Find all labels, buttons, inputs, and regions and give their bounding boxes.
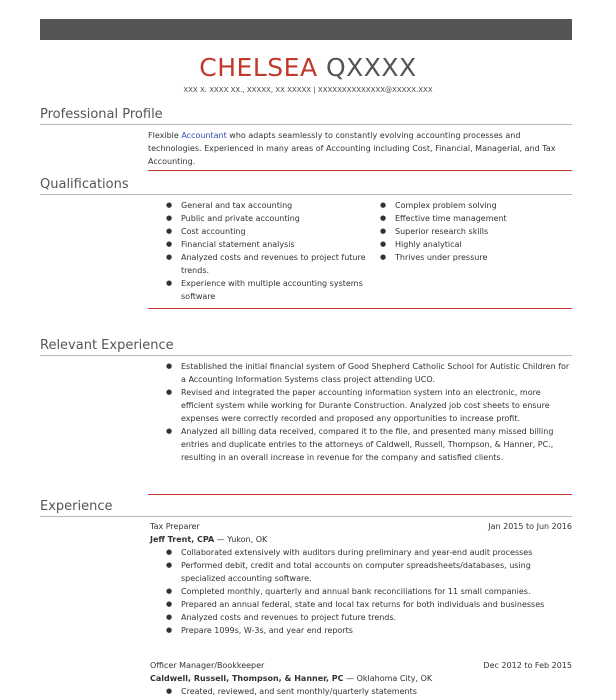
- job-location: Yukon, OK: [227, 535, 268, 544]
- section-title-relevant-experience: Relevant Experience: [40, 338, 174, 353]
- job-title: Officer Manager/Bookkeeper: [150, 661, 265, 670]
- list-item: ● Prepared an annual federal, state and local tax returns for both individuals and businesses: [164, 598, 572, 611]
- separator: —: [214, 535, 228, 544]
- job-company-line: [148, 533, 572, 546]
- list-item: ● Analyzed costs and revenues to project future trends.: [164, 251, 370, 277]
- job-dates: Jan 2015 to Jun 2016: [488, 522, 572, 531]
- list-item: ● Prepare 1099s, W-3s, and year end reports: [164, 624, 572, 637]
- company-name: Caldwell, Russell, Thompson, & Hanner, PC: [150, 674, 344, 683]
- list-item: ● Superior research skills: [378, 225, 572, 238]
- relevant-experience-list: [164, 360, 572, 464]
- list-item: ● Highly analytical: [378, 238, 572, 251]
- profile-text-end: who adapts seamlessly to constantly evolving accounting processes and technologies. Experienced in many areas of Accounting including Cost, Financial, Managerial, and Tax Accounting.: [148, 131, 556, 166]
- last-name: QXXXX: [326, 53, 417, 82]
- job-duties-list: [164, 546, 572, 637]
- list-item: ● Revised and integrated the paper accounting information system into an electronic, more efficient system while working for Durante Construction. Analyzed job cost sheets to ensure expenses were correctly recorded and proposed any opportunities to increase profit.: [164, 386, 572, 425]
- header-bar: [40, 19, 572, 40]
- profile-text-start: Flexible: [148, 131, 182, 140]
- list-item: ● Performed debit, credit and total accounts on computer spreadsheets/databases, using specialized accounting software.: [164, 559, 572, 585]
- section-title-profile: Professional Profile: [40, 107, 163, 122]
- job-title: Tax Preparer: [150, 522, 200, 531]
- accountant-link[interactable]: Accountant: [181, 131, 227, 140]
- list-item: ● Complex problem solving: [378, 199, 572, 212]
- profile-summary: [148, 129, 572, 168]
- job-entry: [148, 520, 572, 637]
- job-header: [148, 520, 572, 533]
- section-accent-line: [148, 494, 572, 495]
- section-divider: [40, 355, 572, 356]
- section-divider: [40, 516, 572, 517]
- company-name: Jeff Trent, CPA: [150, 535, 215, 544]
- contact-info: XXX X. XXXX XX., XXXXX, XX XXXXX | XXXXXXXXXXXXXX@XXXXX.XXX: [183, 86, 433, 94]
- job-header: [148, 659, 572, 672]
- section-divider: [40, 194, 572, 195]
- list-item: ● Collaborated extensively with auditors during preliminary and year-end audit processes: [164, 546, 572, 559]
- list-item: ● Effective time management: [378, 212, 572, 225]
- section-divider: [40, 124, 572, 125]
- list-item: ● Cost accounting: [164, 225, 370, 238]
- list-item: ● General and tax accounting: [164, 199, 370, 212]
- list-item: ● Financial statement analysis: [164, 238, 370, 251]
- separator: —: [343, 674, 357, 683]
- candidate-name: [0, 52, 616, 84]
- section-accent-line: [148, 170, 572, 171]
- list-item: ● Created, reviewed, and sent monthly/quarterly statements: [164, 685, 572, 698]
- list-item: ● Analyzed all billing data received, compared it to the file, and presented many missed billing entries and duplicate entries to the attorneys of Caldwell, Russell, Thompson, & Hanner, PC., resulting in an overall increase in revenue for the company and satisfied clients.: [164, 425, 572, 464]
- section-accent-line: [148, 308, 572, 309]
- list-item: ● Experience with multiple accounting systems software: [164, 277, 370, 303]
- section-title-qualifications: Qualifications: [40, 177, 129, 192]
- job-duties-list: [164, 685, 572, 698]
- job-dates: Dec 2012 to Feb 2015: [483, 661, 572, 670]
- job-entry: [148, 659, 572, 698]
- list-item: ● Thrives under pressure: [378, 251, 572, 264]
- section-title-experience: Experience: [40, 499, 113, 514]
- job-company-line: [148, 672, 572, 685]
- list-item: ● Analyzed costs and revenues to project future trends.: [164, 611, 572, 624]
- list-item: ● Completed monthly, quarterly and annual bank reconciliations for 11 small companies.: [164, 585, 572, 598]
- list-item: ● Established the initial financial system of Good Shepherd Catholic School for Autistic Children for a Accounting Information Systems class project attending UCO.: [164, 360, 572, 386]
- first-name: CHELSEA: [199, 53, 318, 82]
- job-location: Oklahoma City, OK: [356, 674, 433, 683]
- list-item: ● Public and private accounting: [164, 212, 370, 225]
- qualifications-list-right: [378, 199, 572, 264]
- qualifications-list-left: [164, 199, 370, 303]
